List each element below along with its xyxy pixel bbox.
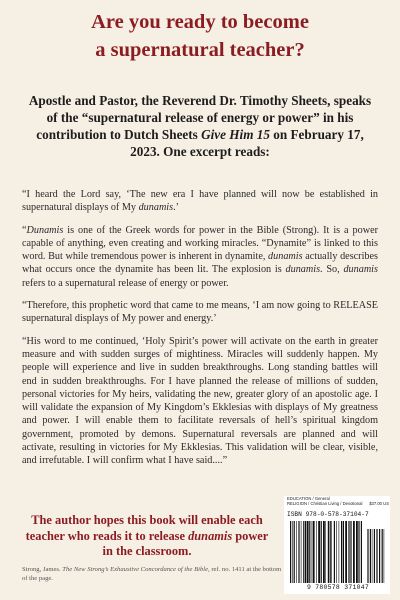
category-2: RELIGION / Christian Living / Devotional: [287, 501, 363, 507]
headline-line-1: Are you ready to become: [91, 11, 309, 33]
excerpt-paragraph-2: “Dunamis is one of the Greek words for power in the Bible (Strong). It is a power capable of anything, even creating and working miracles. “Dynamite” is linked to this word. But while tremendous power is inherent in dynamite, dunamis actually describes what occurs once the dynamite has been lit. The explosion is dunamis. So, dunamis refers to a supernatural release of energy or power.: [22, 224, 378, 289]
intro-text-end: on February 17, 2023. One excerpt reads:: [130, 127, 364, 159]
intro-book-title: Give Him 15: [201, 127, 270, 142]
barcode-icon: [290, 521, 386, 583]
intro-text: Apostle and Pastor, the Reverend Dr. Timothy Sheets, speaks of the “supernatural release of energy or power” in his contribution to Dutch Sheets: [28, 93, 372, 142]
footnote: Strong, James. The New Strong’s Exhaustive Concordance of the Bible, ref. no. 1411 at the bottom of the page.: [22, 566, 282, 582]
excerpt-body: [22, 188, 378, 477]
bisac-categories: [287, 496, 389, 507]
headline-line-2: a supernatural teacher?: [95, 39, 305, 61]
price: $37.00 US: [369, 501, 389, 507]
closing-statement: The author hopes this book will enable each teacher who reads it to release dunamis power in the classroom.: [25, 513, 269, 558]
excerpt-paragraph-4: “His word to me continued, ‘Holy Spirit’s power will activate on the earth in greater measure and with sudden surges of mightiness. Miracles will suddenly happen. My people will experience and live in sudden breakthroughs. Long standing battles will end in sudden breakthroughs. For I have planned the release of millions of sudden, personal victories for My heirs, validating the new, greater glory of an apostolic age. I will validate the expansion of My Kingdom’s Ekklesias with displays of My greatness and power. I will enable them to facilitate reversals of hell’s spiritual kingdom government, promoted by demons. Supernatural reversals are planned and will activate, resulting in victories for My Ekklesias. This validation will be clear, visible, and irrefutable. I will confirm what I have said....”: [22, 335, 378, 467]
headline: [20, 8, 380, 64]
category-1: EDUCATION / General: [287, 496, 330, 501]
barcode-number: 9 780578 371047: [306, 584, 370, 591]
excerpt-paragraph-3: “Therefore, this prophetic word that came to me means, ‘I am now going to RELEASE supernatural displays of My power and energy.’: [22, 300, 378, 325]
intro-paragraph: [24, 92, 376, 160]
isbn-text: ISBN 978-0-578-37104-7: [287, 511, 369, 518]
excerpt-paragraph-1: “I heard the Lord say, ‘The new era I have planned will now be established in supernatural displays of My dunamis.’: [22, 189, 378, 214]
